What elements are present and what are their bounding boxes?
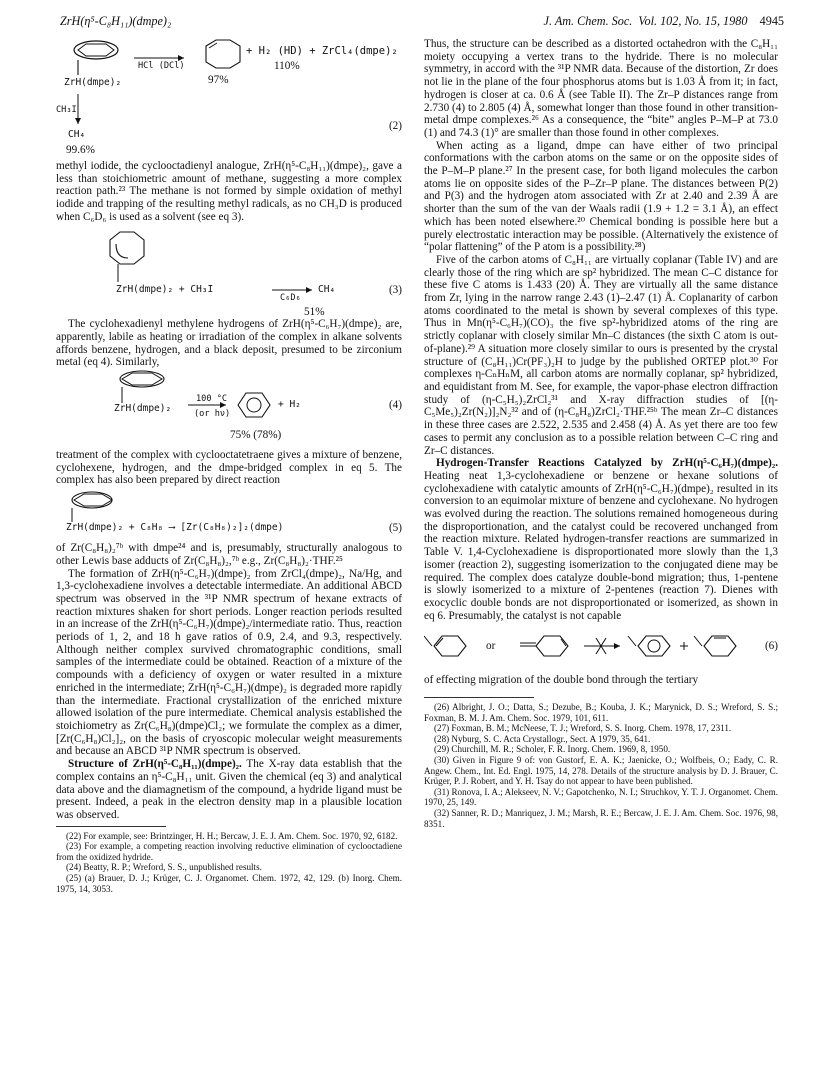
footnote-29: (29) Churchill, M. R.; Scholer, F. R. Inorg. Chem. 1969, 8, 1950. [434,744,671,755]
journal-name: J. Am. Chem. Soc. [543,14,633,28]
left-paragraph-6 [56,758,402,822]
eq2-label: (2) [388,120,402,132]
equation-5 [56,490,402,538]
footnote-30: (30) Given in Figure 9 of: von Gustorf, E. A. K.; Jaenicke, O.; Wolfbeis, O.; Eady, C. R. Angew. Chem., Int. Ed. Engl. 1975, 14, 278. Details of the structure analysis by D. J. Brauer, C. Krüger, P. J. Robert, and Y. H. Tsay do not appear to have been published. [424,755,778,787]
eq4-yield: 75% (78%) [230,429,282,442]
running-header-title: ZrH(η⁵-C₈H₁₁)(dmpe)₂ [60,14,172,28]
footnote-26: (26) Albright, J. O.; Datta, S.; Dezube, B.; Kouba, J. K.; Marynick, D. S.; Wreford, S. S.; Foxman, B. M. J. Am. Chem. Soc. 1979, 101, 611. [424,702,778,723]
equation-6 [424,628,778,668]
footnote-23: (23) For example, a competing reaction involving reductive elimination of cyclooctadiene from the oxidized hydride. [56,841,402,862]
eq4-condition-bottom: (or hν) [194,409,231,420]
right-paragraph-4-text: Heating neat 1,3-cyclohexadiene or benzene or hexane solutions of cyclohexadiene with catalytic amounts of ZrH(η⁵-C₆H₇)(dmpe)₂ resulted in its conversion to an equimolar mixture of benzene and cyclohexane. No hydrogen was evolved during the reaction. The solutions remained homogeneous during the disproportionation, and the catalyst could be recovered unchanged from the reaction mixture. Related hydrogen-transfer reactions are summarized in Table V. 1,4-Cyclohexadiene is disproportionated more slowly than the 1,3 isomer (reaction 2), suggesting isomerization to the conjugated diene may be required. The complex does catalyze double-bond migration; thus, 1-pentene is slowly isomerized to a mixture of 2-pentenes (reaction 7). Dienes with exocyclic double bonds are not disproportionated or isomerized, as shown in eq 6. Presumably, the catalyst is not capable [424,469,778,622]
running-header-journal [544,14,784,29]
eq4-condition-top: 100 °C [196,394,228,405]
left-paragraph-5: The formation of ZrH(η⁵-C₆H₇)(dmpe)₂ from ZrCl₄(dmpe)₂, Na/Hg, and 1,3-cyclohexadiene involves a detectable intermediate. An additional ABCD spectrum was observed in the ³¹P NMR spectrum of hexane extracts of reaction mixtures shaken for short periods. Longer reaction periods resulted in an increase of the ZrH(η⁵-C₆H₇)(dmpe)₂/intermediate ratio. Thus, reaction periods of 1, 2, and 18 h gave ratios of 0.9, 2.4, and 9.3, respectively. Although neither complex survived chromatographic conditions, small samples of the intermediate could be obtained. Reaction of a mixture of the compounds with a deficiency of oxygen or water resulted in a mixture enriched in the intermediate; ZrH(η⁵-C₆H₇)(dmpe)₂ is degraded more rapidly than the intermediate. Fractional crystallization of the enriched mixture allowed isolation of the pure intermediate. Chemical analysis established the stoichiometry as Zr(C₆H₈)(dmpe)Cl₂; we formulate the complex as a dimer, [Zr(C₆H₈)Cl₂]₂, on the basis of cryoscopic molecular weight measurements and because an ABCD ³¹P NMR spectrum is observed. [56,567,402,758]
eq4-label: (4) [388,399,402,412]
eq2-methane: CH₄ [68,129,86,140]
right-column [424,38,778,829]
right-paragraph-2: When acting as a ligand, dmpe can have either of two principal conformations with the carbon atoms on the same or on the opposite sides of the P–M–P plane.²⁷ In the present case, for both ligand molecules the carbon atoms lie on opposite sides of the P–Zr–P plane. The distances between P(2) and P(3) and the hydrogen atom associated with Zr at 2.40 and 2.39 Å are shorter than the sum of the van der Waals radii (1.9 + 1.2 = 3.1 Å), an effect which has been noted elsewhere.²⁰ Chemical bonding is possible here but a purely electrostatic interaction may be possible. (Alternatively the existence of “polar flattening” of the P atom is a possibility.²⁸) [424,139,778,254]
page-number: 4945 [759,14,784,28]
footnote-22: (22) For example, see: Brintzinger, H. H.; Bercaw, J. E. J. Am. Chem. Soc. 1970, 92, 6182. [66,830,398,841]
footnote-rule-right [424,697,534,698]
footnote-32: (32) Sanner, R. D.; Manriquez, J. M.; Marsh, R. E.; Bercaw, J. E. J. Am. Chem. Soc. 1976, 98, 8351. [424,807,778,829]
eq2-ring-yield: 97% [208,74,229,86]
eq2-reagent: HCl (DCl) [138,61,185,71]
eq3-product: CH₄ [318,283,336,295]
footnote-28: (28) Nyburg, S. C. Acta Crystallogr., Sect. A 1979, 35, 641. [434,733,651,744]
section-heading-structure: Structure of ZrH(η⁵-C₈H₁₁)(dmpe)₂. [68,758,242,771]
right-paragraph-3: Five of the carbon atoms of C₈H₁₁ are virtually coplanar (Table IV) and are clearly those of the ring which are sp² hybridized. The mean C–C distance for these five C atoms is 1.433 (20) Å. They are virtually all the same distance from Zr, lying in the narrow range 2.43 (1)–2.47 (1) Å. Coplanarity of carbon atoms coordinated to the metal is shown by several complexes of this type. Thus in Mn(η⁵-C₆H₇)(CO)₃ the five sp²-hybridized atoms of the ring are strictly coplanar with closely similar Mn–C distances (the sixth C atom is out-of-plane).²⁹ A situation more closely similar to ours is presented by the crystal structure of (C₈H₁₁)Cr(PF₃)₂H to judge by the published ORTEP plot.³⁰ For complexes η-CₙHₙM, all carbon atoms are normally coplanar, sp² hybridized, and equidistant from M. See, for example, the vapor-phase electron diffraction study of (η-C₅H₅)₂ZrCl₂³¹ and X-ray diffraction studies of [(η-C₅Me₅)₂Zr(N₂)]₂N₂³² and of (η-C₈H₈)ZrCl₂·THF.²⁵ᵇ The mean Zr–C distances in these three cases are 2.522, 2.535 and 2.458 (4) Å. As yet there are too few cases to permit any conclusion as to a possible relation between C–C ring and Zr–C distances. [424,253,778,457]
left-column [56,38,402,894]
equation-3-scheme [56,230,402,302]
footnote-27: (27) Foxman, B. M.; McNeese, T. J.; Wreford, S. S. Inorg. Chem. 1978, 17, 2311. [434,723,732,734]
section-heading-hydrogen-transfer: Hydrogen-Transfer Reactions Catalyzed by ZrH(η⁵-C₆H₇)(dmpe)₂. [436,457,778,470]
eq2-zr-complex: ZrH(dmpe)₂ [64,77,122,88]
footnote-25: (25) (a) Brauer, D. J.; Krüger, C. J. Organomet. Chem. 1972, 42, 129. (b) Inorg. Chem. 1975, 14, 3053. [56,872,402,894]
eq3-yield: 51% [304,305,325,318]
equation-3 [56,230,402,302]
left-paragraph-2: The cyclohexadienyl methylene hydrogens of ZrH(η⁵-C₆H₇)(dmpe)₂ are, apparently, labile as heating or irradiation of the complex in alkane solvents affords benzene, hydrogen, and a black deposit, presumed to be zirconium metal (eq 4). Similarly, [56,318,402,369]
eq2-methane-yield: 99.6% [66,144,95,156]
left-paragraph-1: methyl iodide, the cyclooctadienyl analogue, ZrH(η⁵-C₈H₁₁)(dmpe)₂, gave a less than stoichiometric amount of methane, suggesting a more complex reaction path.²³ The methane is not formed by simple oxidation of methyl iodide and trapping of the resulting methyl radicals, as no CH₃D is produced when C₆D₆ is used as a solvent (see eq 3). [56,160,402,223]
right-paragraph-1: Thus, the structure can be described as a distorted octahedron with the C₈H₁₁ moiety occupying a vertex trans to the hydride. There is no molecular symmetry, in accord with the ³¹P NMR data. Because of the distortion, Zr does not lie in the plane of the four phosphorus atoms but is 1.03 Å from it; in fact, hydrogen is closer at ca. 0.6 Å (see Table II). The Zr–P distances range from 2.730 (4) to 2.805 (4) Å, somewhat longer than those found in other transition-metal dmpe complexes.²⁶ As a consequence, the “bite” angles P–M–P at 73.0 (1) and 74.3 (1)° are smaller than those found in other complexes. [424,38,778,139]
equation-2 [56,38,402,160]
equation-4 [56,369,402,449]
eq6-or: or [486,640,496,653]
eq3-label: (3) [388,283,402,296]
eq5-reaction: ZrH(dmpe)₂ + C₈H₈ ⟶ [Zr(C₈H₈)₂]₂(dmpe) [66,522,284,534]
eq4-zr-complex: ZrH(dmpe)₂ [114,403,172,415]
journal-volume: Vol. 102, No. 15, 1980 [638,14,748,28]
footnote-rule-left [56,826,166,827]
eq6-label: (6) [764,640,778,653]
eq2-products: + H₂ (HD) + ZrCl₄(dmpe)₂ [246,45,398,57]
eq4-products: + H₂ [278,399,301,411]
left-paragraph-6-text: The X-ray data establish that the complex contains an η⁵-C₈H₁₁ unit. Given the chemical (eq 3) and analytical data above and the diamagnetism of the compound, a hydride ligand must be present. Indeed, a peak in the electron density map in a plausible location was observed. [56,758,402,821]
eq3-solvent: C₆D₆ [280,292,301,303]
right-paragraph-4 [424,457,778,622]
right-paragraph-5: of effecting migration of the double bond through the tertiary [424,674,699,687]
footnote-31: (31) Ronova, I. A.; Alekseev, N. V.; Gapotchenko, N. I.; Struchkov, Y. T. J. Organomet. Chem. 1970, 25, 149. [424,786,778,808]
eq2-products-yield: 110% [274,60,300,72]
left-paragraph-3: treatment of the complex with cyclooctatetraene gives a mixture of benzene, cyclohexene, hydrogen, and the dmpe-bridged complex in eq 5. The complex has also been prepared by direct reaction [56,449,402,487]
left-paragraph-4: of Zr(C₈H₈)₂⁷ᵇ with dmpe²⁴ and is, presumably, structurally analogous to other Lewis base adducts of Zr(C₈H₈)₂,⁷ᵇ e.g., Zr(C₈H₈)₂·THF.²⁵ [56,542,402,567]
footnote-24: (24) Beatty, R. P.; Wreford, S. S., unpublished results. [66,862,262,873]
eq3-reactants: ZrH(dmpe)₂ + CH₃I [116,283,214,295]
eq2-mei: CH₃I [56,105,77,115]
eq5-label: (5) [388,522,402,535]
equation-6-scheme [424,628,778,668]
